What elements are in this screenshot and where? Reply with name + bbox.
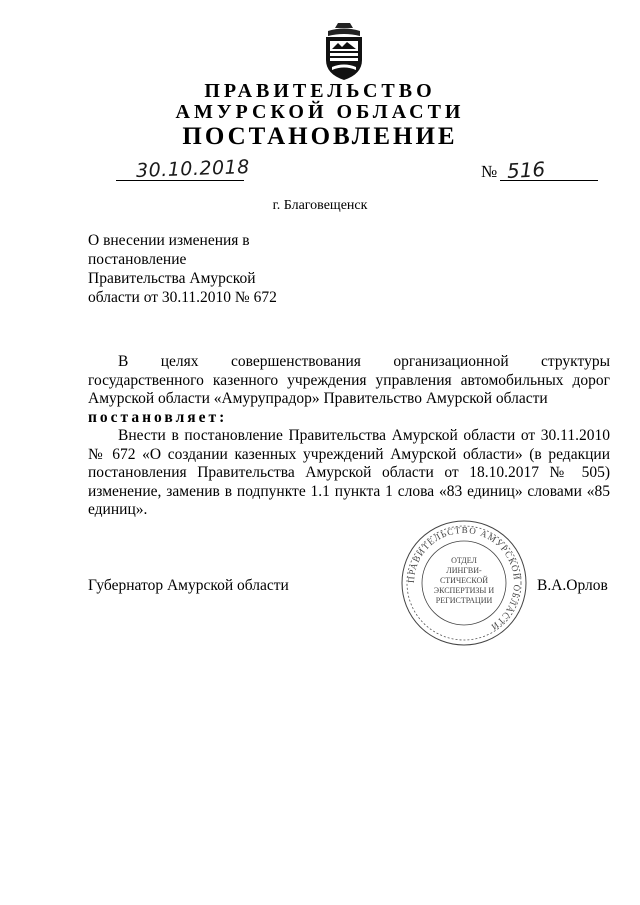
- stamp-inner-line: ЭКСПЕРТИЗЫ И: [433, 586, 495, 595]
- subject-line: постановление: [88, 251, 187, 268]
- signatory-role: Губернатор Амурской области: [88, 577, 289, 594]
- subject-line: Правительства Амурской: [88, 270, 256, 287]
- body-line: изменение, заменив в подпункте 1.1 пункта 1 слова «83 единиц» словами «85: [88, 482, 610, 500]
- body-line: Внести в постановление Правительства Амурской области от 30.11.2010: [118, 427, 610, 444]
- coat-of-arms-emblem: [320, 22, 368, 82]
- subject-block: [88, 231, 328, 307]
- stamp-inner-line: РЕГИСТРАЦИИ: [435, 596, 493, 605]
- signatory-name: В.А.Орлов: [537, 577, 608, 594]
- body-line: единиц».: [88, 501, 148, 518]
- decree-word: постановляет:: [88, 408, 228, 426]
- body-line: № 672 «О создании казенных учреждений Амурской области» (в редакции: [88, 445, 610, 463]
- registration-stamp: [398, 517, 530, 649]
- subject-line: области от 30.11.2010 № 672: [88, 289, 277, 306]
- stamp-inner-line: ЛИНГВИ-: [446, 566, 482, 575]
- body-line: постановления Правительства Амурской области от 18.10.2017 № 505): [88, 464, 610, 481]
- handwritten-date: 30.10.2018: [135, 156, 251, 182]
- government-title-line2: АМУРСКОЙ ОБЛАСТИ: [175, 101, 465, 123]
- number-sign: №: [481, 162, 498, 181]
- body-line: государственного казенного учреждения управления автомобильных дорог: [88, 371, 610, 389]
- body-line: Амурской области «Амурупрадор» Правительство Амурской области: [88, 390, 548, 407]
- body-text: [88, 353, 610, 520]
- handwritten-number: 516: [506, 157, 546, 183]
- document-type-title: ПОСТАНОВЛЕНИЕ: [182, 123, 458, 150]
- stamp-outer-text: ПРАВИТЕЛЬСТВО АМУРСКОЙ ОБЛАСТИ: [405, 524, 523, 633]
- stamp-inner-line: ОТДЕЛ: [451, 556, 477, 565]
- body-line: В целях совершенствования организационной структуры: [118, 353, 610, 370]
- government-title-line1: ПРАВИТЕЛЬСТВО: [204, 80, 436, 102]
- stamp-inner-line: СТИЧЕСКОЙ: [439, 576, 489, 585]
- city-line: г. Благовещенск: [272, 198, 368, 213]
- subject-line: О внесении изменения в: [88, 232, 250, 249]
